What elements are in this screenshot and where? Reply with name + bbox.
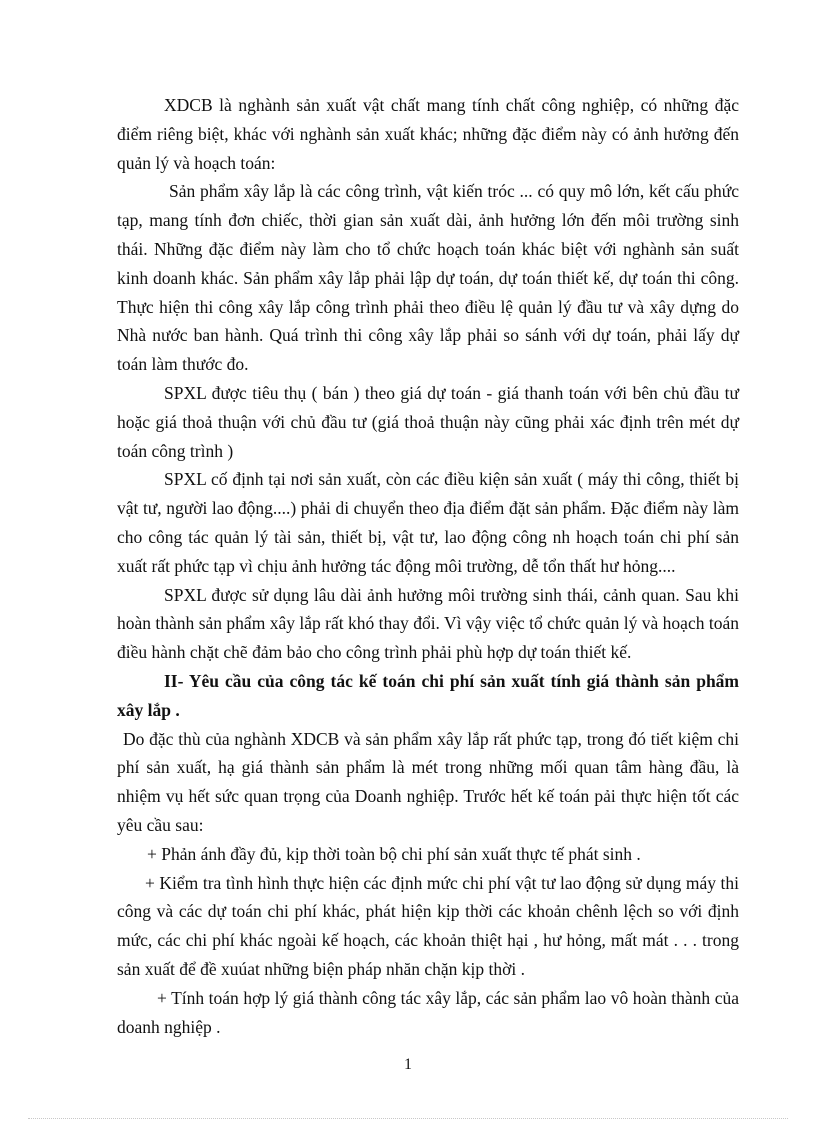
bullet-item: + Kiểm tra tình hình thực hiện các định mức chi phí vật tư lao động sử dụng máy thi công và các dự toán chi phí khác, phát hiện kịp thời các khoản chênh lệch so với định mức, các chi phí khác ngoài kế hoạch, các khoản thiệt hại , hư hỏng, mất mát . . . trong sản xuất để đề xuúat những biện pháp nhăn chặn kịp thời . (117, 872, 739, 979)
bullet-item: + Phản ánh đầy đủ, kịp thời toàn bộ chi phí sản xuất thực tế phát sinh . (147, 843, 641, 864)
paragraph-fixed-location: SPXL cố định tại nơi sản xuất, còn các điều kiện sản xuất ( máy thi công, thiết bị vật tư, người lao động....) phải di chuyển theo địa điểm đặt sản phẩm. Đặc điểm này làm cho công tác quản lý tài sản, thiết bị, vật tư, lao động công nh hoạch toán chi phí sản xuất rất phức tạp vì chịu ảnh hưởng tác động môi trường, dễ tổn thất hư hỏng.... (117, 469, 739, 576)
paragraph-intro: XDCB là nghành sản xuất vật chất mang tính chất công nghiệp, có những đặc điểm riêng biệt, khác với nghành sản xuất khác; những đặc điểm này có ảnh hưởng đến quản lý và hoạch toán: (117, 95, 739, 173)
paragraph-pricing: SPXL được tiêu thụ ( bán ) theo giá dự toán - giá thanh toán với bên chủ đầu tư hoặc giá thoả thuận với chủ đầu tư (giá thoả thuận này cũng phải xác định trên mét dự toán công trình ) (117, 382, 739, 461)
paragraph-requirements-intro: Do đặc thù của nghành XDCB và sản phẩm xây lắp rất phức tạp, trong đó tiết kiệm chi phí sản xuất, hạ giá thành sản phẩm là mét trong những mối quan tâm hàng đầu, là nhiệm vụ hết sức quan trọng của Doanh nghiệp. Trước hết kế toán pải thực hiện tốt các yêu cầu sau: (117, 728, 739, 835)
paragraph-product-characteristics: Sản phẩm xây lắp là các công trình, vật kiến tróc ... có quy mô lớn, kết cấu phức tạp, mang tính đơn chiếc, thời gian sản xuất dài, ảnh hưởng lớn đến môi trường sinh thái. Những đặc điểm này làm cho tổ chức hoạch toán khác biệt với nghành sản suất kinh doanh khác. Sản phẩm xây lắp phải lập dự toán, dự toán thiết kế, dự toán thi công. Thực hiện thi công xây lắp công trình phải theo điều lệ quản lý đầu tư và xây dựng do Nhà nước ban hành. Quá trình thi công xây lắp phải so sánh với dự toán, phải lấy dự toán làm thước đo. (117, 181, 739, 375)
document-body (117, 91, 739, 1041)
footer-divider (28, 1118, 788, 1119)
page-number: 1 (404, 1056, 412, 1073)
bullet-item: + Tính toán hợp lý giá thành công tác xây lắp, các sản phẩm lao vô hoàn thành của doanh nghiệp . (117, 987, 739, 1037)
section-heading: II- Yêu cầu của công tác kế toán chi phí sản xuất tính giá thành sản phẩm xây lắp . (117, 670, 739, 720)
paragraph-long-term-use: SPXL được sử dụng lâu dài ảnh hưởng môi trường sinh thái, cảnh quan. Sau khi hoàn thành sản phẩm xây lắp rất khó thay đổi. Vì vậy việc tổ chức quản lý và hoạch toán điều hành chặt chẽ đảm bảo cho công trình phải phù hợp dự toán thiết kế. (117, 584, 739, 663)
